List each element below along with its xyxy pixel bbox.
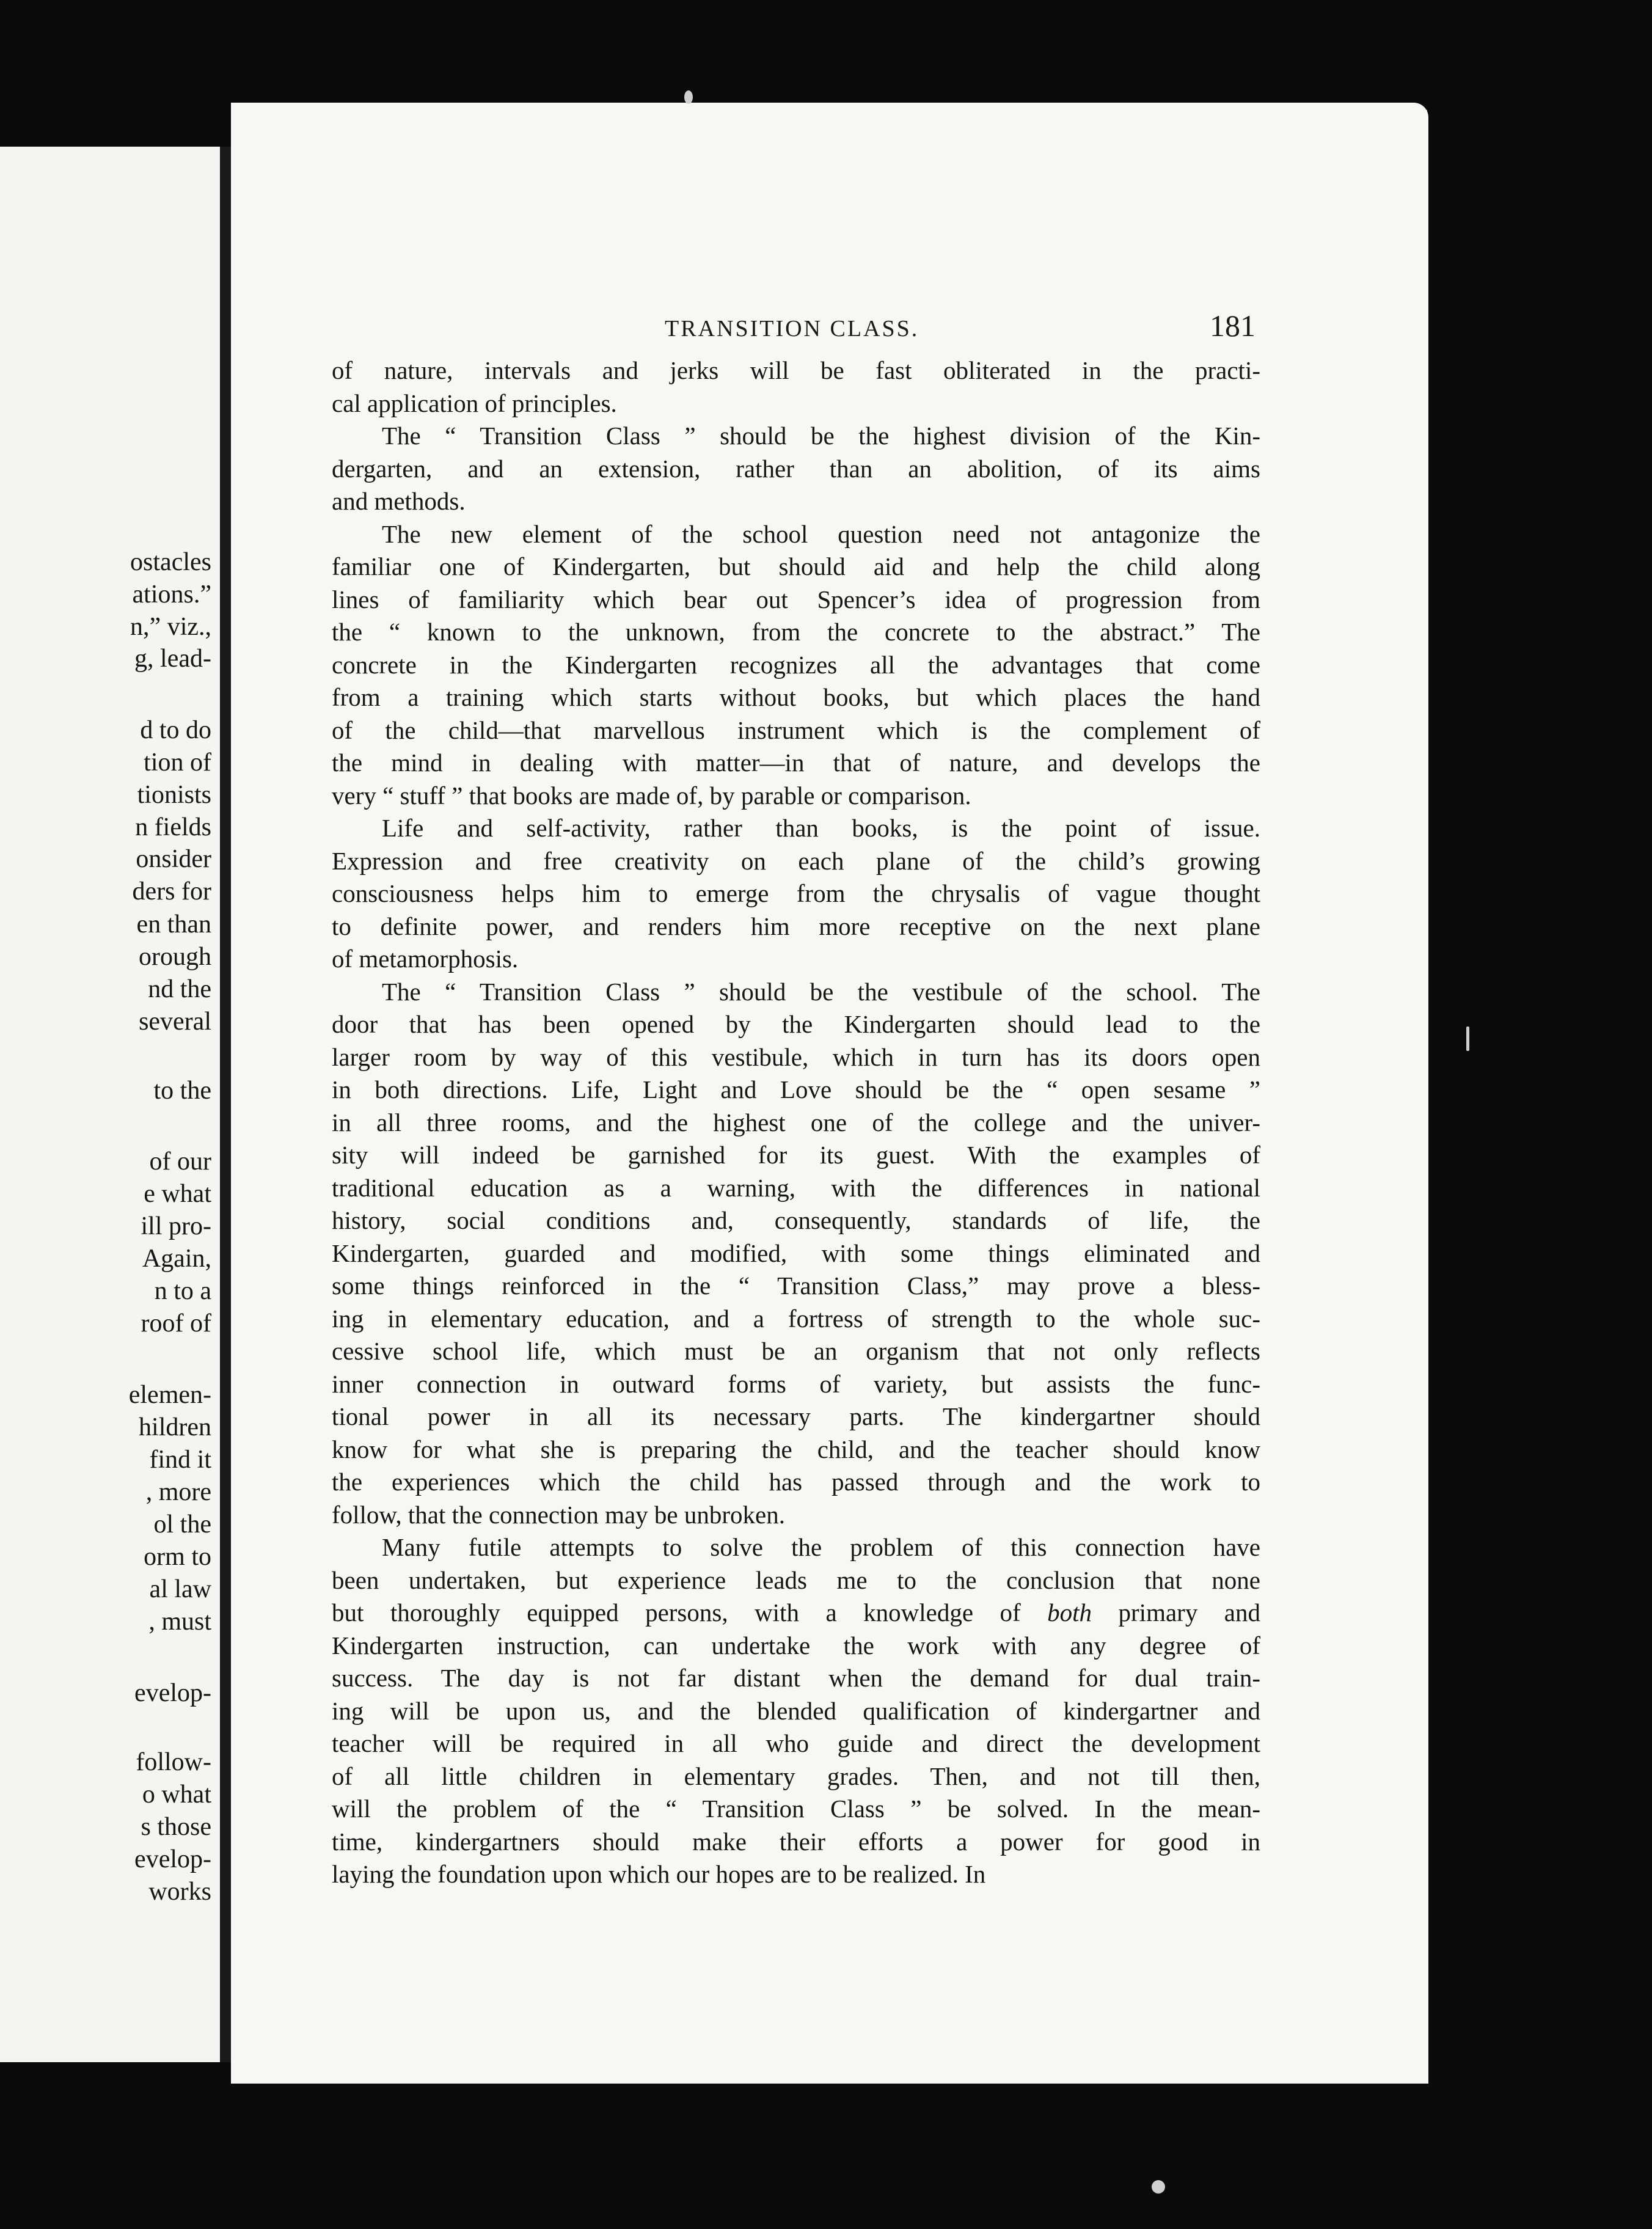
- text-line: Many futile attempts to solve the problem of this connection have: [382, 1533, 1260, 1561]
- text-line: ing will be upon us, and the blended qualification of kindergartner and: [332, 1696, 1260, 1725]
- left-page-line: tion of: [144, 748, 211, 777]
- text-line: of metamorphosis.: [332, 945, 519, 973]
- left-page-line: evelop-: [134, 1845, 211, 1873]
- page-number: 181: [1210, 309, 1255, 343]
- left-page-line: evelop-: [134, 1679, 211, 1707]
- page-header: [231, 304, 1428, 353]
- text-line: Kindergarten, guarded and modified, with some things eliminated and: [332, 1239, 1260, 1267]
- text-line: teacher will be required in all who guide and direct the development: [332, 1729, 1260, 1757]
- text-line: follow, that the connection may be unbroken.: [332, 1500, 785, 1529]
- text-line: but thoroughly equipped persons, with a knowledge of both primary and: [332, 1598, 1260, 1627]
- book-page: [231, 103, 1428, 2084]
- text-line: and methods.: [332, 487, 466, 515]
- text-line: traditional education as a warning, with the differences in national: [332, 1173, 1260, 1202]
- text-line: lines of familiarity which bear out Spencer’s idea of progression from: [332, 585, 1260, 613]
- left-page-line: ations.”: [132, 580, 211, 609]
- text-line: know for what she is preparing the child, and the teacher should know: [332, 1435, 1260, 1463]
- left-page-line: o what: [142, 1781, 211, 1809]
- text-line: will the problem of the “ Transition Class ” be solved. In the mean-: [332, 1795, 1260, 1823]
- text-line: The “ Transition Class ” should be the vestibule of the school. The: [382, 977, 1260, 1006]
- text-line: some things reinforced in the “ Transition Class,” may prove a bless-: [332, 1272, 1260, 1300]
- text-line: to definite power, and renders him more receptive on the next plane: [332, 912, 1260, 940]
- text-line: concrete in the Kindergarten recognizes all the advantages that come: [332, 650, 1260, 679]
- text-line: success. The day is not far distant when the demand for dual train-: [332, 1664, 1260, 1692]
- text-line: inner connection in outward forms of variety, but assists the func-: [332, 1369, 1260, 1398]
- text-line: from a training which starts without books, but which places the hand: [332, 683, 1260, 711]
- text-line: of the child—that marvellous instrument which is the complement of: [332, 716, 1260, 744]
- text-line: very “ stuff ” that books are made of, by parable or comparison.: [332, 781, 971, 810]
- text-line: Expression and free creativity on each plane of the child’s growing: [332, 846, 1260, 875]
- text-line: consciousness helps him to emerge from the chrysalis of vague thought: [332, 879, 1260, 907]
- text-line: the experiences which the child has passed through and the work to: [332, 1468, 1260, 1496]
- left-page-line: roof of: [141, 1309, 211, 1338]
- dust-speck: [1466, 1027, 1469, 1051]
- text-line: been undertaken, but experience leads me to the conclusion that none: [332, 1565, 1260, 1594]
- left-page-line: ill pro-: [141, 1212, 211, 1240]
- text-line: larger room by way of this vestibule, which in turn has its doors open: [332, 1042, 1260, 1071]
- left-page-line: d to do: [140, 716, 211, 744]
- left-page-line: , more: [145, 1478, 211, 1506]
- running-head: TRANSITION CLASS.: [665, 316, 919, 342]
- text-line: The “ Transition Class ” should be the highest division of the Kin-: [382, 422, 1260, 450]
- text-line: familiar one of Kindergarten, but should aid and help the child along: [332, 552, 1260, 580]
- left-page-line: ostacles: [130, 548, 211, 576]
- text-line: cessive school life, which must be an organism that not only reflects: [332, 1337, 1260, 1365]
- text-line: Life and self-activity, rather than books, is the point of issue.: [382, 814, 1260, 842]
- text-line: time, kindergartners should make their efforts a power for good in: [332, 1827, 1260, 1856]
- left-page-line: tionists: [137, 781, 211, 809]
- text-line: door that has been opened by the Kindergarten should lead to the: [332, 1010, 1260, 1038]
- left-page-line: g, lead-: [134, 645, 211, 673]
- text-line: sity will indeed be garnished for its guest. With the examples of: [332, 1141, 1260, 1169]
- left-page-line: Again,: [142, 1245, 211, 1273]
- text-line: in all three rooms, and the highest one of the college and the univer-: [332, 1108, 1260, 1136]
- left-page-line: find it: [149, 1446, 211, 1474]
- left-page-line: follow-: [136, 1748, 211, 1776]
- text-line: the “ known to the unknown, from the concrete to the abstract.” The: [332, 618, 1260, 646]
- left-page-line: n to a: [154, 1277, 211, 1305]
- dust-speck: [684, 90, 693, 104]
- body-text: [332, 354, 1260, 1891]
- left-page-line: ol the: [153, 1510, 211, 1539]
- text-line: tional power in all its necessary parts. The kindergartner should: [332, 1402, 1260, 1430]
- text-line: laying the foundation upon which our hopes are to be realized. In: [332, 1860, 986, 1888]
- text-line: Kindergarten instruction, can undertake the work with any degree of: [332, 1631, 1260, 1660]
- left-page-line: n,” viz.,: [130, 613, 211, 641]
- left-page-line: en than: [136, 910, 211, 939]
- text-line: dergarten, and an extension, rather than an abolition, of its aims: [332, 454, 1260, 483]
- dust-speck: [1152, 2180, 1165, 2194]
- left-page-line: onsider: [136, 845, 211, 873]
- text-line: history, social conditions and, consequently, standards of life, the: [332, 1206, 1260, 1234]
- left-page-line: elemen-: [128, 1381, 211, 1409]
- text-line: cal application of principles.: [332, 389, 617, 417]
- left-page-line: n fields: [135, 813, 211, 841]
- text-line: The new element of the school question need not antagonize the: [382, 519, 1260, 548]
- left-page-line: al law: [149, 1575, 211, 1603]
- left-page-line: e what: [144, 1180, 211, 1208]
- left-page-line: s those: [141, 1813, 211, 1841]
- left-page-line: several: [139, 1008, 211, 1036]
- text-line: of nature, intervals and jerks will be fast obliterated in the practi-: [332, 356, 1260, 384]
- left-page-edge: [0, 147, 233, 2062]
- text-line: the mind in dealing with matter—in that of nature, and develops the: [332, 748, 1260, 777]
- left-page-line: nd the: [148, 975, 211, 1003]
- left-page-line: to the: [153, 1077, 211, 1105]
- text-line: in both directions. Life, Light and Love should be the “ open sesame ”: [332, 1075, 1260, 1104]
- left-page-line: orm to: [144, 1543, 211, 1571]
- text-line: of all little children in elementary grades. Then, and not till then,: [332, 1762, 1260, 1790]
- left-page-line: of our: [149, 1147, 211, 1176]
- left-page-line: ders for: [132, 877, 211, 906]
- left-page-line: , must: [148, 1608, 211, 1636]
- left-page-line: works: [148, 1878, 211, 1906]
- text-line: ing in elementary education, and a fortress of strength to the whole suc-: [332, 1304, 1260, 1333]
- left-page-line: hildren: [139, 1413, 211, 1441]
- left-page-line: orough: [139, 943, 211, 971]
